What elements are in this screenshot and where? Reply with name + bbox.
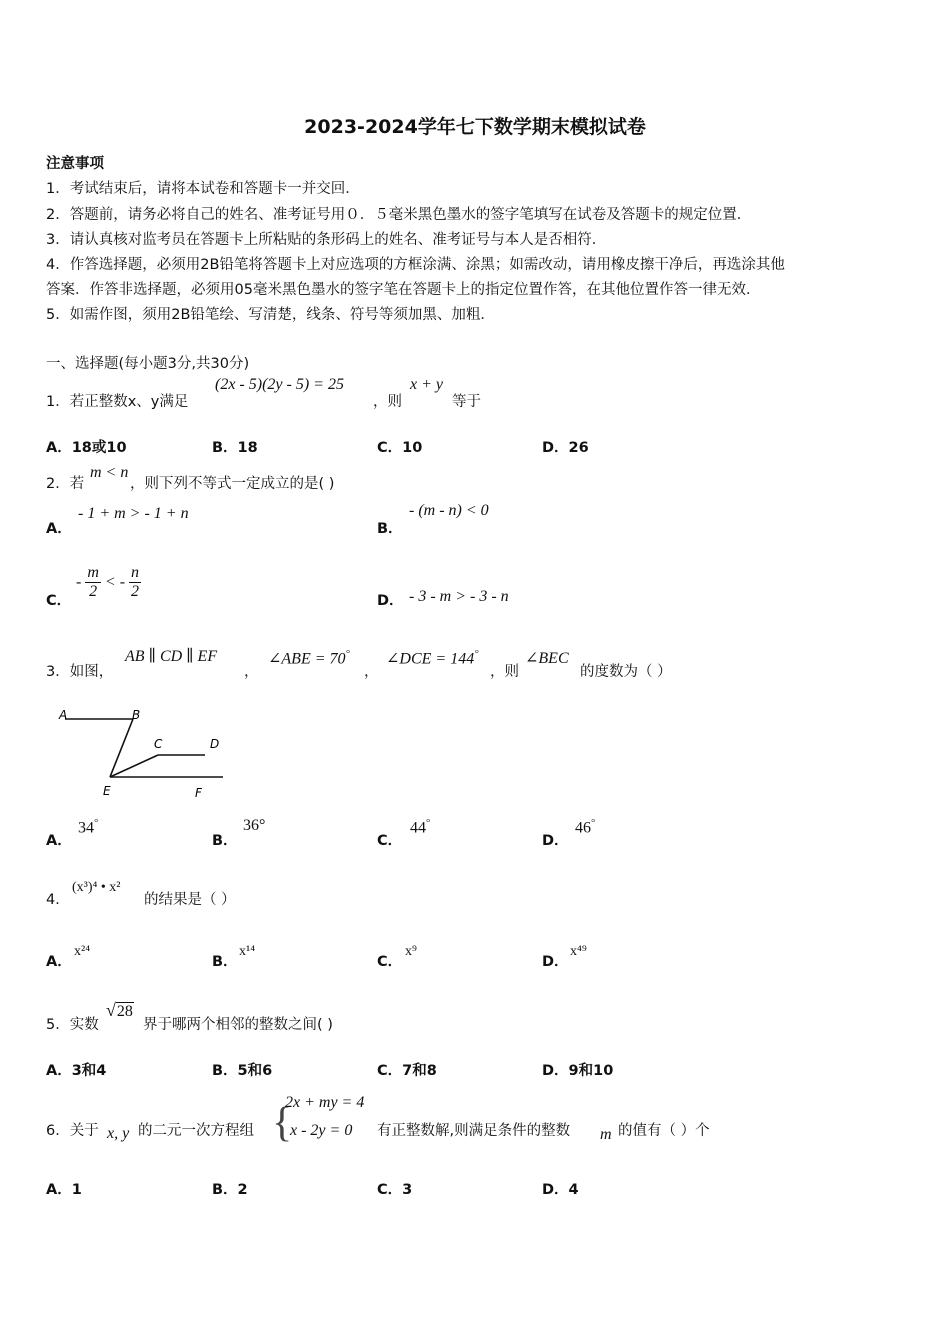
option-c: C．7和8 bbox=[377, 1063, 437, 1079]
separator: ， bbox=[244, 664, 259, 680]
question-1-mid: ，则 bbox=[373, 394, 402, 410]
option-a-value: x²⁴ bbox=[74, 944, 91, 959]
question-5-suffix: 界于哪两个相邻的整数之间( ) bbox=[143, 1017, 333, 1033]
label-d: D bbox=[210, 737, 220, 751]
option-d-value: 46° bbox=[575, 817, 596, 837]
option-a: A．18或10 bbox=[46, 440, 127, 456]
notice-item: 4．作答选择题，必须用2B铅笔将答题卡上对应选项的方框涂满、涂黑；如需改动，请用橡皮擦干净后，再选涂其他 bbox=[46, 257, 785, 273]
question-5-prefix: 5．实数 bbox=[46, 1017, 99, 1033]
notice-item: 5．如需作图，须用2B铅笔绘、写清楚，线条、符号等须加黑、加粗． bbox=[46, 307, 495, 323]
option-d: D．9和10 bbox=[542, 1063, 614, 1079]
question-6-mid2: 有正整数解,则满足条件的整数 bbox=[377, 1123, 571, 1139]
label-f: F bbox=[195, 786, 202, 800]
option-d: D．26 bbox=[542, 440, 589, 456]
question-1-suffix: 等于 bbox=[452, 394, 481, 410]
question-6-prefix: 6．关于 bbox=[46, 1123, 99, 1139]
question-3-mid: ，则 bbox=[490, 664, 519, 680]
option-c-expr bbox=[76, 564, 141, 601]
option-a-value: 34° bbox=[78, 817, 99, 837]
question-6-var: m bbox=[600, 1126, 612, 1143]
fraction: $\frac{m}{2}$ bbox=[87, 564, 99, 600]
question-2-prefix: 2．若 bbox=[46, 476, 85, 492]
question-4-suffix: 的结果是（ ） bbox=[144, 892, 236, 908]
option-c: C． bbox=[46, 593, 72, 609]
minus-sign: - bbox=[76, 573, 82, 591]
question-2-suffix: ，则下列不等式一定成立的是( ) bbox=[130, 476, 335, 492]
question-3-angle-bec: ∠BEC bbox=[525, 650, 569, 667]
equation-2: x - 2y = 0 bbox=[290, 1122, 353, 1139]
question-2-condition: m < n bbox=[90, 464, 129, 481]
option-d-value: x⁴⁹ bbox=[570, 944, 587, 959]
question-1-sum: x + y bbox=[410, 376, 443, 393]
option-a-expr: - 1 + m > - 1 + n bbox=[78, 505, 189, 522]
option-a: A．1 bbox=[46, 1182, 82, 1198]
less-than: < - bbox=[104, 573, 126, 591]
notice-item: 3．请认真核对监考员在答题卡上所粘贴的条形码上的姓名、准考证号与本人是否相符． bbox=[46, 232, 607, 248]
label-e: E bbox=[103, 784, 111, 798]
question-4-prefix: 4． bbox=[46, 892, 70, 908]
option-a: A． bbox=[46, 833, 72, 849]
option-d: D． bbox=[542, 833, 569, 849]
page-title: 2023-2024学年七下数学期末模拟试卷 bbox=[304, 116, 646, 138]
notice-item: 答案．作答非选择题，必须用05毫米黑色墨水的签字笔在答题卡上的指定位置作答，在其他位置作答一律无效． bbox=[46, 282, 761, 298]
question-6-mid: 的二元一次方程组 bbox=[138, 1123, 254, 1139]
option-c: C． bbox=[377, 954, 403, 970]
option-b: B． bbox=[212, 954, 238, 970]
question-3-angle-dce: ∠DCE = 144° bbox=[386, 648, 479, 668]
question-1-equation: (2x - 5)(2y - 5) = 25 bbox=[215, 376, 344, 393]
question-6-vars: x, y bbox=[107, 1125, 130, 1142]
question-3-suffix: 的度数为（ ） bbox=[580, 664, 672, 680]
option-d: D．4 bbox=[542, 1182, 579, 1198]
option-d: D． bbox=[377, 593, 404, 609]
option-b: B．2 bbox=[212, 1182, 248, 1198]
question-4-expr: (x³)⁴ • x² bbox=[72, 880, 121, 895]
option-b-value: x¹⁴ bbox=[239, 944, 256, 959]
option-c: C． bbox=[377, 833, 403, 849]
question-3-angle-abe: ∠ABE = 70° bbox=[268, 648, 350, 668]
option-b: B． bbox=[377, 521, 403, 537]
notice-item: 2．答题前，请务必将自己的姓名、准考证号用０．５毫米黑色墨水的签字笔填写在试卷及答题卡的规定位置． bbox=[46, 207, 752, 223]
question-5-radical: √28 bbox=[106, 1000, 133, 1020]
notice-heading: 注意事项 bbox=[46, 156, 104, 172]
option-c: C．3 bbox=[377, 1182, 413, 1198]
section-heading: 一、选择题(每小题3分,共30分) bbox=[46, 356, 250, 372]
option-b: B．18 bbox=[212, 440, 258, 456]
label-a: A bbox=[59, 708, 68, 722]
label-b: B bbox=[132, 708, 141, 722]
question-6-suffix: 的值有（ ）个 bbox=[618, 1123, 710, 1139]
option-a: A． bbox=[46, 954, 72, 970]
geometry-figure bbox=[55, 705, 230, 800]
option-b-value: 36° bbox=[243, 817, 266, 834]
option-d-expr: - 3 - m > - 3 - n bbox=[409, 588, 509, 605]
option-a: A．3和4 bbox=[46, 1063, 107, 1079]
equation-1: 2x + my = 4 bbox=[285, 1094, 365, 1111]
option-b: B． bbox=[212, 833, 238, 849]
question-3-prefix: 3．如图， bbox=[46, 664, 114, 680]
option-a: A． bbox=[46, 521, 72, 537]
separator: ， bbox=[364, 664, 379, 680]
option-b-expr: - (m - n) < 0 bbox=[409, 502, 489, 519]
fraction: $\frac{n}{2}$ bbox=[131, 564, 140, 600]
brace-icon: { bbox=[272, 1100, 293, 1146]
notice-item: 1．考试结束后，请将本试卷和答题卡一并交回． bbox=[46, 181, 360, 197]
option-d: D． bbox=[542, 954, 569, 970]
question-3-parallel: AB ∥ CD ∥ EF bbox=[125, 648, 218, 665]
option-c-value: x⁹ bbox=[405, 944, 417, 959]
option-c-value: 44° bbox=[410, 817, 431, 837]
question-1-prefix: 1．若正整数x、y满足 bbox=[46, 394, 189, 410]
label-c: C bbox=[154, 737, 163, 751]
option-b: B．5和6 bbox=[212, 1063, 273, 1079]
option-c: C．10 bbox=[377, 440, 423, 456]
